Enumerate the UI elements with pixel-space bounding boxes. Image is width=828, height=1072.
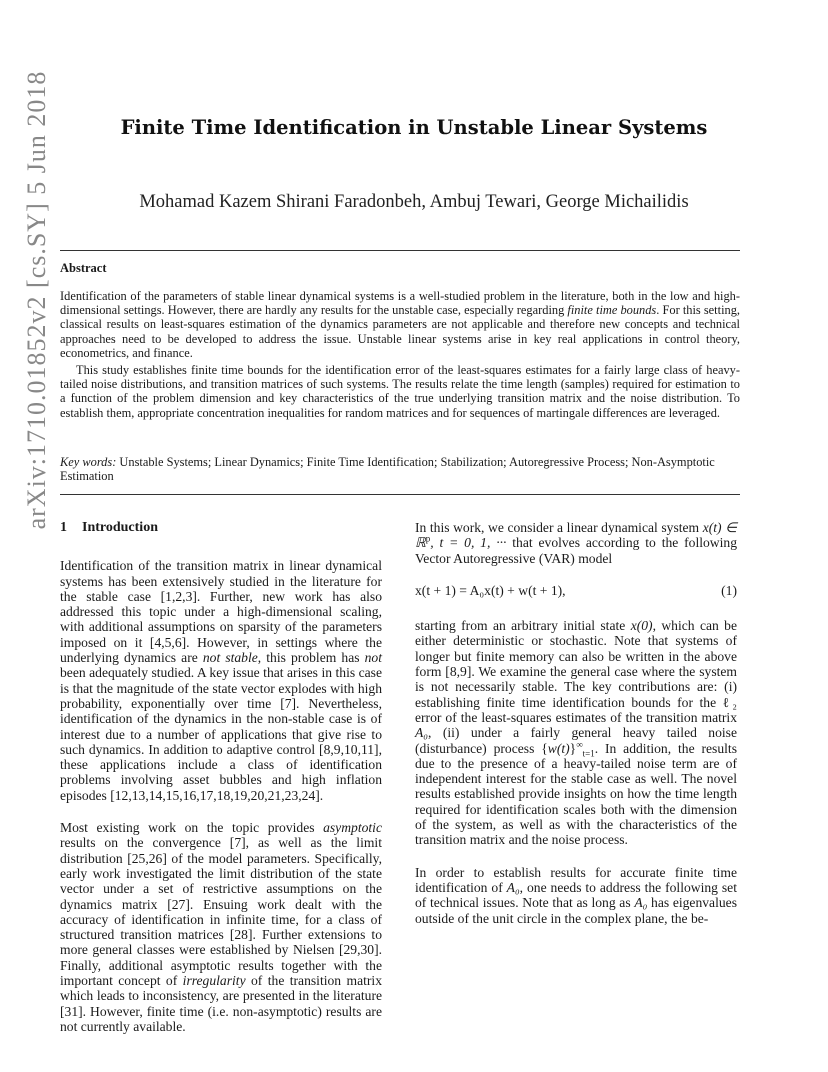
intro-paragraph-3: In this work, we consider a linear dynamical system x(t) ∈ ℝ$^p$, t = 0, 1, ··· that evolves according to the following Vector Autoregressive (VAR) model — [415, 520, 737, 566]
arxiv-identifier: arXiv:1710.01852v2 [cs.SY] 5 Jun 2018 — [22, 70, 51, 530]
keywords-label: Key words: — [60, 455, 117, 469]
intro-paragraph-5: In order to establish results for accurate finite time identification of A₀, one needs to address the following set of technical issues. Note that as long as A₀ has eigenvalues outside of the unit circle in the complex plane, the be- — [415, 864, 737, 926]
section-number: 1 — [60, 520, 67, 535]
intro-paragraph-4: starting from an arbitrary initial state x(0), which can be either deterministic or stochastic. Note that systems of longer but finite memory can also be written in the above form [8,9]. We examine the general case where the system is not necessarily stable. The key contributions are: (i) establishing finite time identification bounds for the ℓ₂ error of the least-squares estimates of the transition matrix A₀, (ii) under a fairly general heavy tailed noise (disturbance) process $\{w(t)\}^\infty_{t=1}$. In addition, the results due to the presence of a heavy-tailed noise term are of independent interest for the stable case as well. The novel results established provide insights on how the time length required for identification scales both with the dimension of the system, as well as with the characteristics of the transition matrix and the noise process. — [415, 618, 738, 848]
keywords-text: Unstable Systems; Linear Dynamics; Finite Time Identification; Stabilization; Autoregressive Process; Non-Asymptotic Estimation — [60, 455, 715, 484]
keywords — [60, 455, 740, 483]
bottom-divider — [60, 494, 740, 495]
paper-title: Finite Time Identification in Unstable Linear Systems — [120, 116, 708, 139]
abstract-body — [60, 289, 740, 420]
section-title: Introduction — [82, 520, 158, 535]
left-column — [60, 520, 382, 1051]
abstract-paragraph-2: This study establishes finite time bounds for the identification error of the least-squares estimates for a fairly large class of heavy-tailed noise distributions, and transition matrices of such systems. The results relate the time length (samples) required for estimation to a function of the problem dimension and key characteristics of the true underlying transition matrix and the noise distribution. To establish them, appropriate concentration inequalities for random matrices and for sequences of martingale differences are leveraged. — [60, 363, 740, 420]
equation-number: (1) — [721, 582, 737, 598]
abstract-paragraph-1: Identification of the parameters of stable linear dynamical systems is a well-studied problem in the literature, both in the low and high-dimensional settings. However, there are hardly any results for the unstable case, especially regarding finite time bounds. For this setting, classical results on least-squares estimation of the dynamics parameters are not applicable and therefore new concepts and technical approaches need to be developed to address the issue. Unstable linear systems arise in key real applications in control theory, econometrics, and finance. — [60, 289, 740, 360]
abstract-heading: Abstract — [60, 261, 107, 275]
section-heading — [60, 520, 382, 535]
right-column — [415, 520, 737, 943]
equation-1 — [415, 583, 737, 598]
top-divider — [60, 250, 740, 251]
intro-paragraph-1: Identification of the transition matrix in linear dynamical systems has been extensively studied in the literature for the stable case [1,2,3]. Further, new work has also addressed this topic under a high-dimensional scaling, with additional assumptions on sparsity of the parameters imposed on it [4,5,6]. However, in settings where the underlying dynamics are not stable, this problem has not been adequately studied. A key issue that arises in this case is that the magnitude of the state vector explodes with high probability, exponentially over time [7]. Nevertheless, identification of the dynamics in the non-stable case is of interest due to a number of applications that give rise to such dynamics. In addition to adaptive control [8,9,10,11], these applications include a class of identification problems involving asset bubbles and high inflation episodes [12,13,14,15,16,17,18,19,20,21,23,24]. — [60, 558, 382, 803]
paper-authors: Mohamad Kazem Shirani Faradonbeh, Ambuj Tewari, George Michailidis — [139, 192, 689, 212]
intro-paragraph-2: Most existing work on the topic provides asymptotic results on the convergence [7], as well as the limit distribution [25,26] of the model parameters. Specifically, early work investigated the limit distribution of the state vector under a set of restrictive assumptions on the dynamics matrix [27]. Ensuing work dealt with the accuracy of identification in infinite time, for a class of structured transition matrices [28]. Further extensions to more general classes were established by Nielsen [29,30]. Finally, additional asymptotic results together with the important concept of irregularity of the transition matrix which leads to inconsistency, are presented in the literature [31]. However, finite time (i.e. non-asymptotic) results are not currently available. — [60, 820, 382, 1034]
equation-body: x(t + 1) = A₀x(t) + w(t + 1), — [415, 582, 566, 598]
